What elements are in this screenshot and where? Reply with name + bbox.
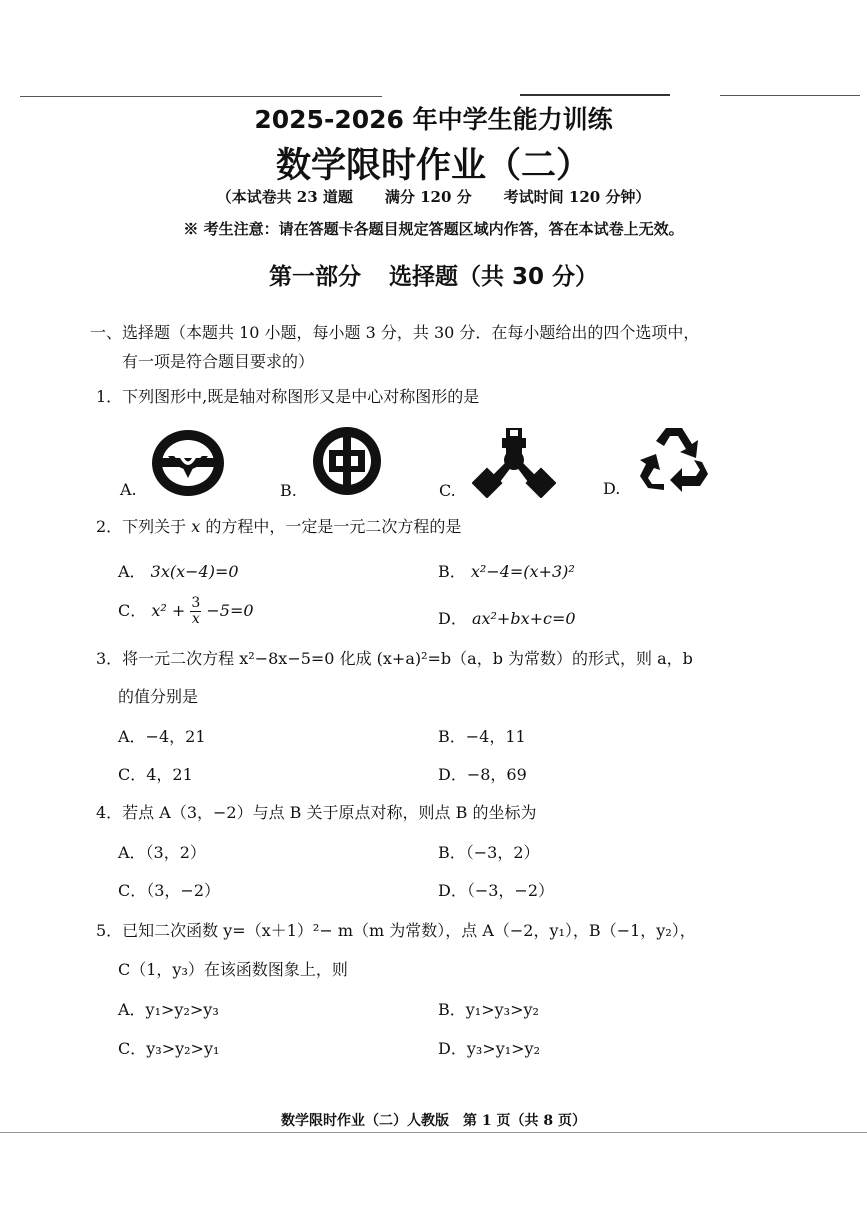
q2-option-a xyxy=(118,559,239,582)
q2-option-a-label: A． xyxy=(118,562,146,581)
q1-label-d: D. xyxy=(603,479,621,498)
q3-option-a: A．−4，21 xyxy=(118,727,206,746)
q4-option-b: B．（−3，2） xyxy=(438,843,540,862)
q5-option-d: D．y₃>y₁>y₂ xyxy=(438,1039,541,1058)
recycle-icon xyxy=(636,424,710,492)
three-arm-emblem-icon xyxy=(472,424,556,498)
q1-label-a: A. xyxy=(120,480,137,499)
page-subtitle: 数学限时作业（二） xyxy=(275,146,591,186)
q2-stem xyxy=(96,514,461,537)
q5-stem-line2: C（1，y₃）在该函数图象上，则 xyxy=(118,960,348,979)
q2-option-c-fraction xyxy=(190,596,201,627)
instructions-line2: 有一项是符合题目要求的） xyxy=(122,352,315,371)
circle-emblem-icon xyxy=(150,428,226,498)
page-footer: 数学限时作业（二）人教版 第 1 页（共 8 页） xyxy=(281,1113,586,1129)
q2-option-c-den: x xyxy=(191,611,200,627)
q3-option-d: D．−8，69 xyxy=(438,765,527,784)
q3-stem-line1: 3．将一元二次方程 x²−8x−5=0 化成 (x+a)²=b（a，b 为常数）的形式，则 a，b xyxy=(96,649,693,668)
q2-option-d xyxy=(438,606,576,629)
q2-stem-post: 的方程中，一定是一元二次方程的是 xyxy=(205,517,462,536)
bottom-rule xyxy=(0,1132,867,1133)
q2-option-c xyxy=(118,596,254,627)
q1-label-b: B. xyxy=(280,481,297,500)
exam-info-score: 满分 120 分 xyxy=(384,188,472,206)
bank-of-china-logo-icon xyxy=(312,426,382,496)
q2-stem-var: x xyxy=(191,517,201,536)
q2-option-c-num: 3 xyxy=(191,595,201,611)
q2-option-c-pre: x² + xyxy=(151,601,186,620)
q2-option-d-text: ax²+bx+c=0 xyxy=(471,609,576,628)
q2-option-b-text: x²−4=(x+3)² xyxy=(470,562,575,581)
q4-stem: 4．若点 A（3，−2）与点 B 关于原点对称，则点 B 的坐标为 xyxy=(96,803,537,822)
q3-option-c: C．4，21 xyxy=(118,765,193,784)
exam-info-time: 考试时间 120 分钟） xyxy=(503,188,651,206)
top-rule-left xyxy=(20,96,382,97)
q5-option-b: B．y₁>y₃>y₂ xyxy=(438,1000,539,1019)
q3-stem-line2: 的值分别是 xyxy=(118,687,199,706)
q5-option-a: A．y₁>y₂>y₃ xyxy=(118,1000,219,1019)
instructions-line1: 一、选择题（本题共 10 小题，每小题 3 分，共 30 分．在每小题给出的四个选项中， xyxy=(90,323,700,342)
exam-info-questions: （本试卷共 23 道题 xyxy=(216,188,353,206)
q1-label-c: C. xyxy=(439,481,456,500)
top-rule-right xyxy=(720,95,860,96)
q2-option-c-label: C． xyxy=(118,601,147,620)
q5-stem-line1: 5．已知二次函数 y=（x＋1）²− m（m 为常数），点 A（−2，y₁），B（−1，y₂）， xyxy=(96,921,696,940)
section-name: 选择题（共 30 分） xyxy=(388,264,599,290)
section-part: 第一部分 xyxy=(268,264,361,290)
q2-option-c-post: −5=0 xyxy=(206,601,254,620)
exam-info xyxy=(0,186,867,207)
q2-option-b-label: B． xyxy=(438,562,466,581)
q4-option-a: A．（3，2） xyxy=(118,843,206,862)
q2-option-b xyxy=(438,559,575,582)
q2-option-a-text: 3x(x−4)=0 xyxy=(150,562,239,581)
top-rule-mid xyxy=(520,94,670,96)
exam-notice: ※ 考生注意：请在答题卡各题目规定答题区域内作答，答在本试卷上无效。 xyxy=(183,220,684,238)
q2-option-d-label: D． xyxy=(438,609,467,628)
section-heading xyxy=(0,258,867,291)
q4-option-c: C．（3，−2） xyxy=(118,881,221,900)
q1-stem: 1．下列图形中,既是轴对称图形又是中心对称图形的是 xyxy=(96,387,480,406)
q3-option-b: B．−4，11 xyxy=(438,727,526,746)
q5-option-c: C．y₃>y₂>y₁ xyxy=(118,1039,220,1058)
page-title: 2025-2026 年中学生能力训练 xyxy=(254,105,613,134)
q4-option-d: D．（−3，−2） xyxy=(438,881,555,900)
q2-stem-pre: 2．下列关于 xyxy=(96,517,187,536)
